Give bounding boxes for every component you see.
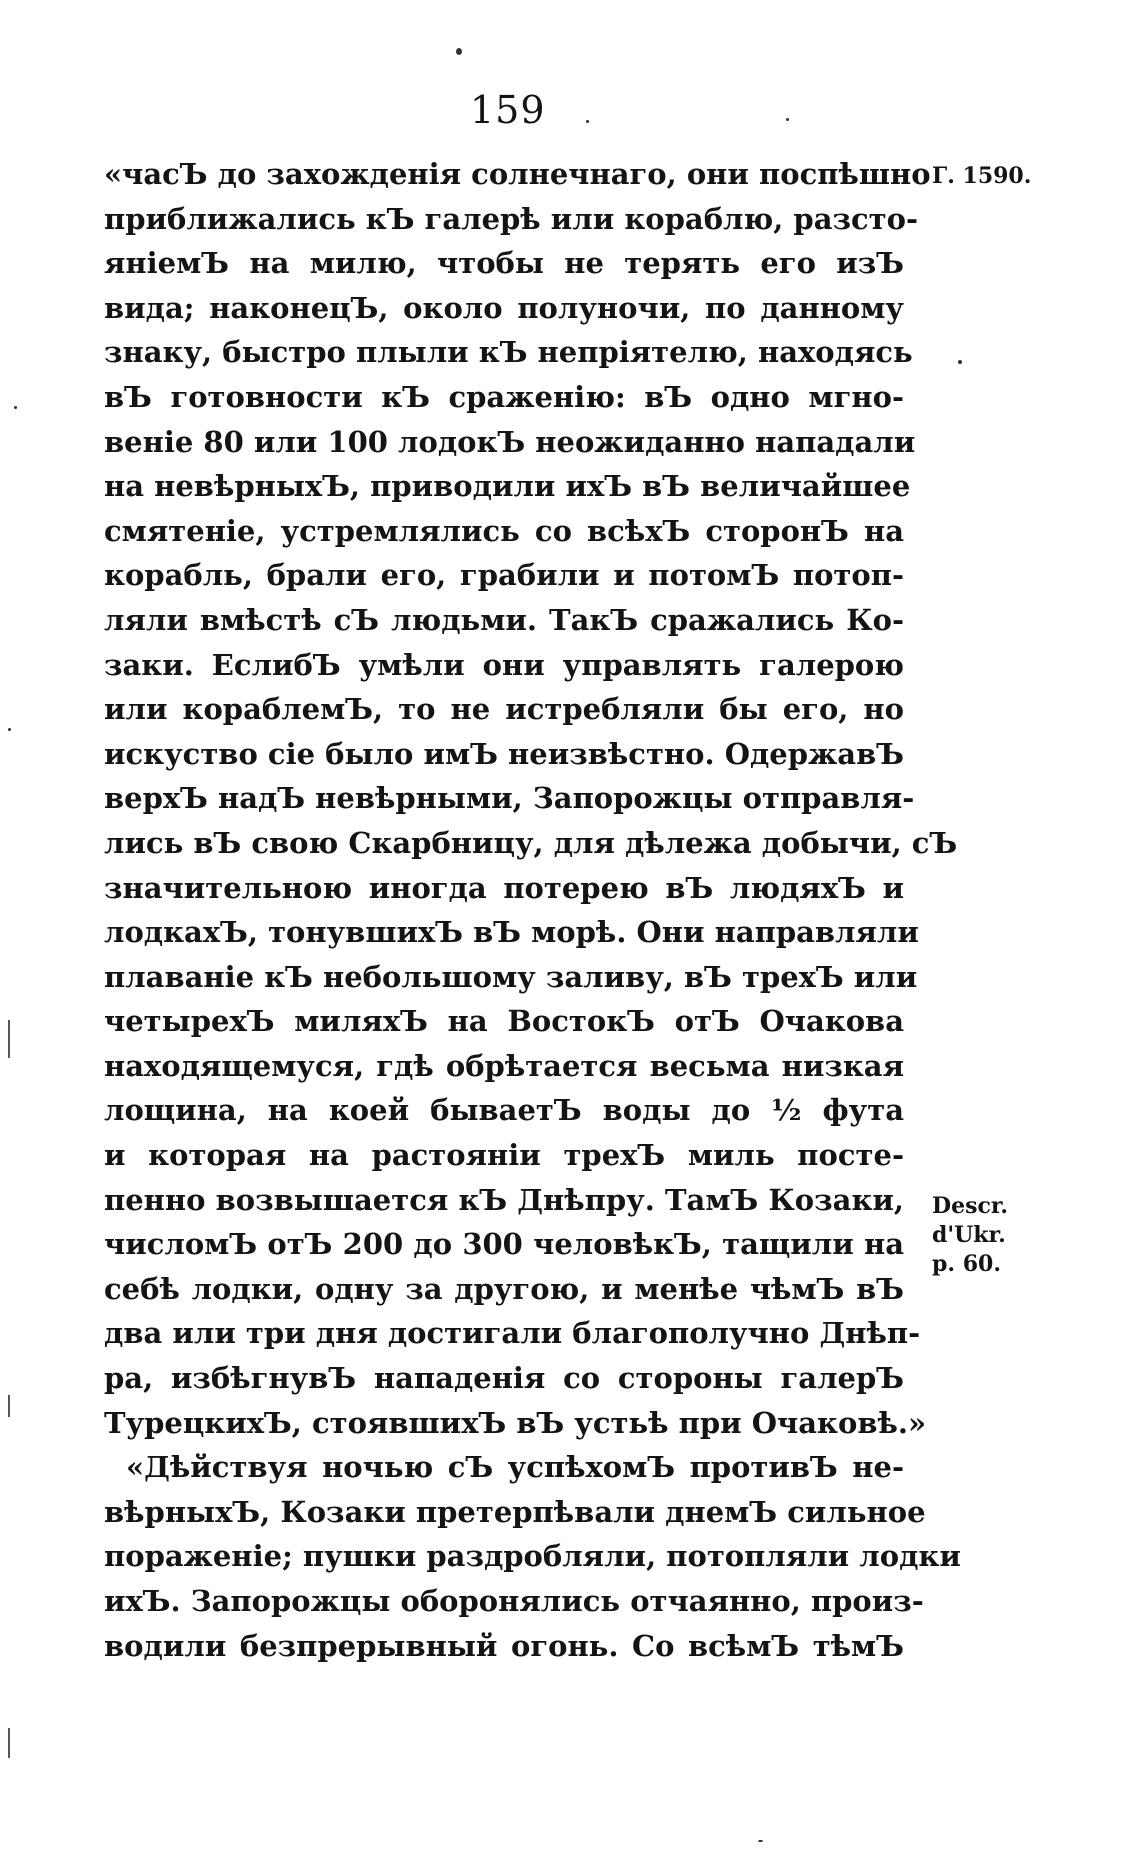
margin-note-year: Г. 1590. xyxy=(932,163,1032,189)
margin-note-line: Descr. xyxy=(932,1193,1009,1219)
text-line: находящемуся, гдѣ обрѣтается весьма низкая xyxy=(104,1048,904,1083)
scan-speck xyxy=(958,360,962,364)
text-line: приближались кЪ галерѣ или кораблю, разсто- xyxy=(104,201,918,236)
text-line: четырехЪ миляхЪ на ВостокЪ отЪ Очакова xyxy=(104,1004,904,1039)
text-line: «часЪ до захожденія солнечнаго, они поспѣшно xyxy=(104,157,931,191)
scan-speck xyxy=(456,48,462,55)
text-line: лощина, на коей бываетЪ воды до ½ фута xyxy=(104,1093,904,1128)
text-line: заки. ЕслибЪ умѣли они управлять галерою xyxy=(104,647,904,682)
scan-edge-mark xyxy=(8,1020,10,1058)
text-line: знаку, быстро плыли кЪ непріятелю, находясь xyxy=(104,335,913,370)
text-line: или кораблемЪ, то не истребляли бы его, но xyxy=(104,692,904,727)
text-line: вѣрныхЪ, Козаки претерпѣвали днемЪ сильное xyxy=(104,1494,926,1529)
scan-speck xyxy=(586,120,589,123)
text-line: лись вЪ свою Скарбницу, для дѣлежа добычи, сЪ xyxy=(104,825,958,860)
text-line: на невѣрныхЪ, приводили ихЪ вЪ величайшее xyxy=(104,469,911,504)
text-line: пораженіе; пушки раздробляли, потопляли лодки xyxy=(104,1539,961,1574)
text-line: значительною иногда потерею вЪ людяхЪ и xyxy=(104,870,904,905)
body-text xyxy=(104,152,961,1668)
text-line: ляли вмѣстѣ сЪ людьми. ТакЪ сражались Ко- xyxy=(104,602,904,637)
margin-note-line: p. 60. xyxy=(932,1251,1001,1277)
margin-note-source xyxy=(932,1192,1008,1279)
scan-edge-mark xyxy=(8,1395,10,1417)
text-line: корабль, брали его, грабили и потомЪ потоп- xyxy=(104,558,904,593)
text-line: верхЪ надЪ невѣрными, Запорожцы отправля- xyxy=(104,781,915,816)
text-line: вЪ готовности кЪ сраженію: вЪ одно мгно- xyxy=(104,379,904,414)
text-line: себѣ лодки, одну за другою, и менѣе чѣмЪ вЪ xyxy=(104,1271,904,1306)
page-number: 159 xyxy=(470,88,546,132)
scan-speck xyxy=(786,118,789,121)
text-line: смятеніе, устремлялись со всѣхЪ сторонЪ на xyxy=(104,513,904,548)
text-line: пенно возвышается кЪ Днѣпру. ТамЪ Козаки, xyxy=(104,1182,904,1217)
text-line: ра, избѣгнувЪ нападенія со стороны галерЪ xyxy=(104,1361,904,1396)
text-line: водили безпрерывный огонь. Со всѣмЪ тѣмЪ xyxy=(104,1628,904,1663)
scan-speck xyxy=(14,406,17,409)
text-line: веніе 80 или 100 лодокЪ неожиданно нападали xyxy=(104,424,916,459)
text-line: лодкахЪ, тонувшихЪ вЪ морѣ. Они направляли xyxy=(104,915,919,950)
text-line: два или три дня достигали благополучно Днѣп- xyxy=(104,1316,921,1351)
scan-edge-mark xyxy=(8,1728,10,1758)
text-line: вида; наконецЪ, около полуночи, по данному xyxy=(104,290,904,325)
text-line: числомЪ отЪ 200 до 300 человѣкЪ, тащили на xyxy=(104,1227,904,1262)
scan-speck xyxy=(8,728,11,731)
text-line: ТурецкихЪ, стоявшихЪ вЪ устьѣ при Очаковѣ.» xyxy=(104,1405,927,1440)
text-line: искуство сіе было имЪ неизвѣстно. ОдержавЪ xyxy=(104,736,904,771)
text-line: и которая на растояніи трехЪ миль посте- xyxy=(104,1138,904,1173)
text-line: «Дѣйствуя ночью сЪ успѣхомЪ противЪ не- xyxy=(126,1450,904,1485)
text-line: яніемЪ на милю, чтобы не терять его изЪ xyxy=(104,246,904,281)
text-line: плаваніе кЪ небольшому заливу, вЪ трехЪ или xyxy=(104,959,918,994)
margin-note-line: d'Ukr. xyxy=(932,1222,1006,1248)
scan-speck xyxy=(758,1840,763,1842)
text-line: ихЪ. Запорожцы оборонялись отчаянно, произ- xyxy=(104,1584,924,1618)
